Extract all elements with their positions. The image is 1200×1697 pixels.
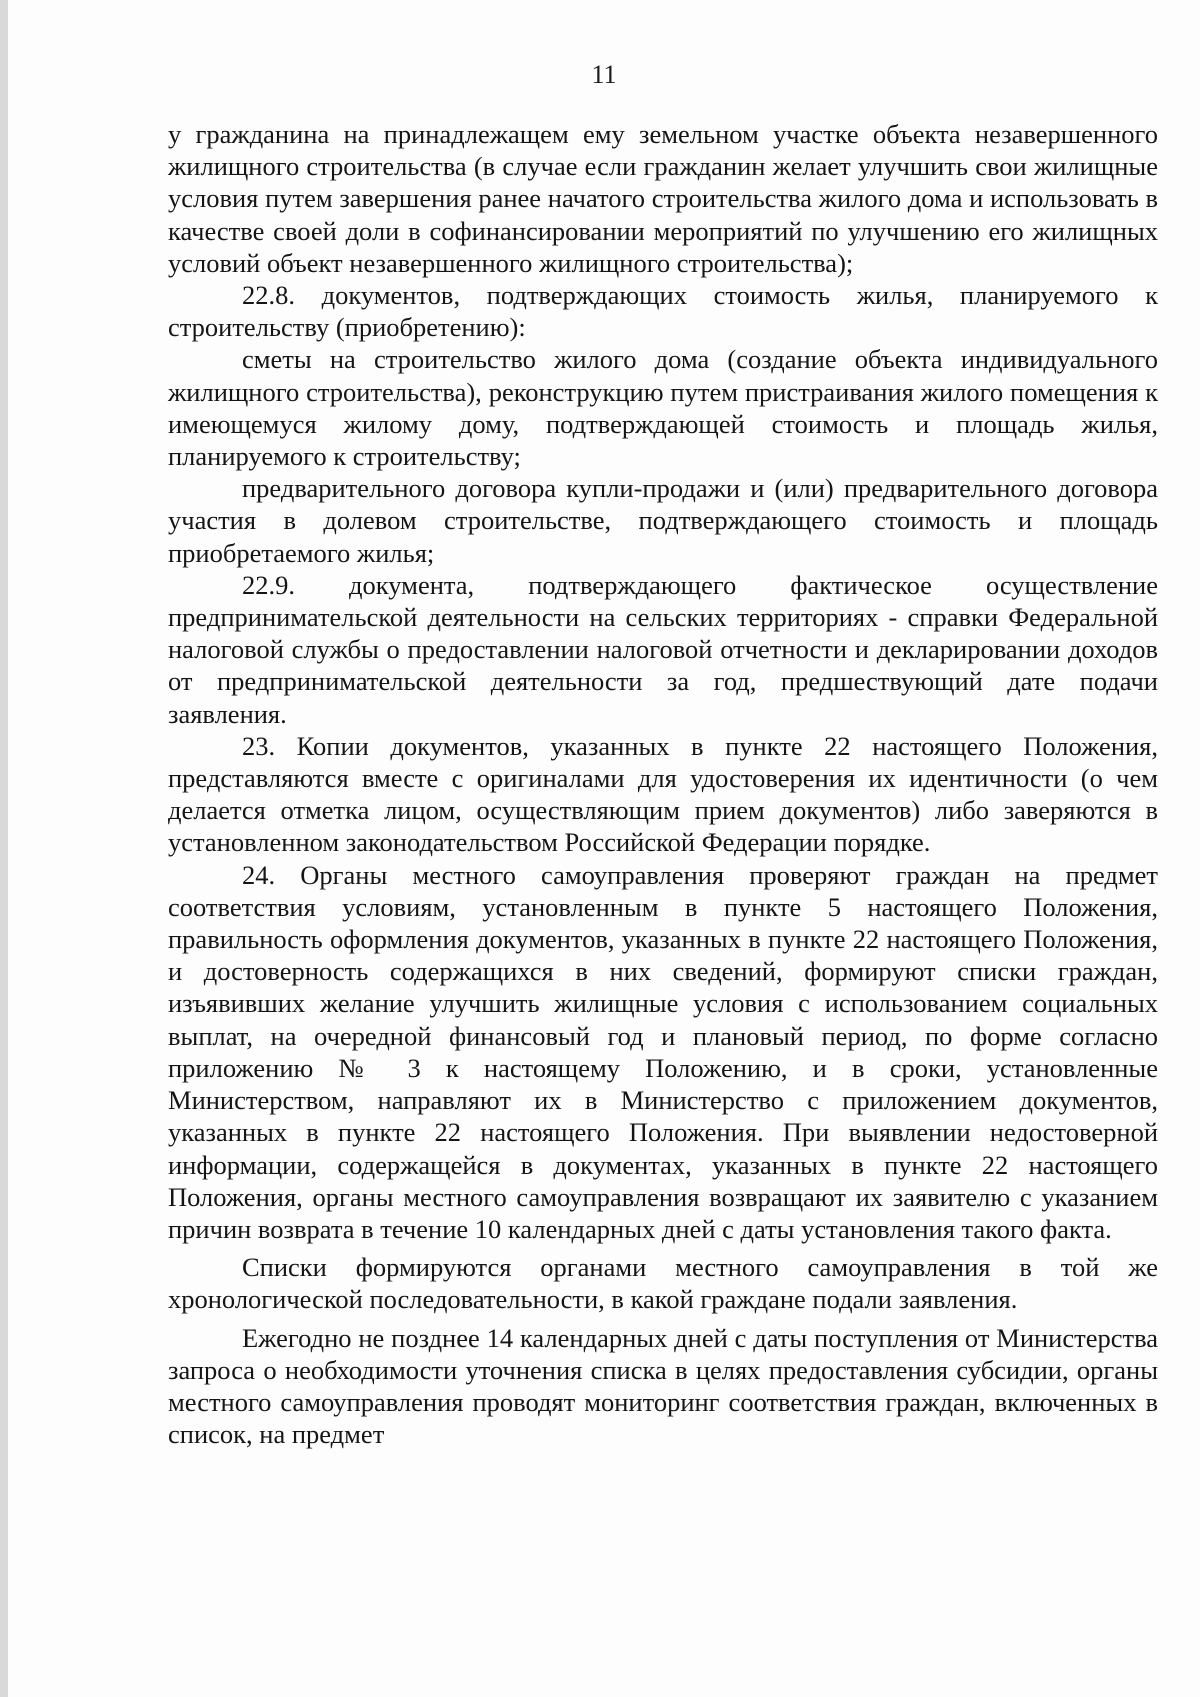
paragraph-22-9: 22.9. документа, подтверждающего фактическое осуществление предпринимательской деятельности на сельских территориях - справки Федеральной налоговой службы о предоставлении налоговой отчетности и декларировании доходов от предпринимательской деятельности за год, предшествующий дате подачи заявления.: [168, 569, 1158, 729]
paragraph-annual-monitoring: Ежегодно не позднее 14 календарных дней с даты поступления от Министерства запроса о необходимости уточнения списка в целях предоставления субсидии, органы местного самоуправления проводят мониторинг соответствия граждан, включенных в список, на предмет: [168, 1322, 1158, 1450]
paragraph-22-8: 22.8. документов, подтверждающих стоимость жилья, планируемого к строительству (приобретению):: [168, 280, 1158, 343]
paragraph-lists: Списки формируются органами местного самоуправления в той же хронологической последовательности, в какой граждане подали заявления.: [168, 1252, 1158, 1315]
paragraph-23: 23. Копии документов, указанных в пункте 22 настоящего Положения, представляются вместе с оригиналами для удостоверения их идентичности (о чем делается отметка лицом, осуществляющим прием документов) либо заверяются в установленном законодательством Российской Федерации порядке.: [168, 730, 1158, 858]
page-number: 11: [591, 60, 617, 89]
paragraph-estimates: сметы на строительство жилого дома (создание объекта индивидуального жилищного строительства), реконструкцию путем пристраивания жилого помещения к имеющемуся жилому дому, подтверждающей стоимость и площадь жилья, планируемого к строительству;: [168, 344, 1158, 472]
paragraph-24: 24. Органы местного самоуправления проверяют граждан на предмет соответствия условиям, установленным в пункте 5 настоящего Положения, правильность оформления документов, указанных в пункте 22 настоящего Положения, и достоверность содержащихся в них сведений, формируют списки граждан, изъявивших желание улучшить жилищные условия с использованием социальных выплат, на очередной финансовый год и плановый период, по форме согласно приложению № 3 к настоящему Положению, и в сроки, установленные Министерством, направляют их в Министерство с приложением документов, указанных в пункте 22 настоящего Положения. При выявлении недостоверной информации, содержащейся в документах, указанных в пункте 22 настоящего Положения, органы местного самоуправления возвращают их заявителю с указанием причин возврата в течение 10 календарных дней с даты установления такого факта.: [168, 859, 1158, 1244]
paragraph-continuation: у гражданина на принадлежащем ему земельном участке объекта незавершенного жилищного строительства (в случае если гражданин желает улучшить свои жилищные условия путем завершения ранее начатого строительства жилого дома и использовать в качестве своей доли в софинансировании мероприятий по улучшению его жилищных условий объект незавершенного жилищного строительства);: [168, 119, 1158, 278]
document-body: [168, 118, 1158, 1450]
paragraph-preliminary-contract: предварительного договора купли-продажи и (или) предварительного договора участия в долевом строительстве, подтверждающего стоимость и площадь приобретаемого жилья;: [168, 473, 1158, 568]
